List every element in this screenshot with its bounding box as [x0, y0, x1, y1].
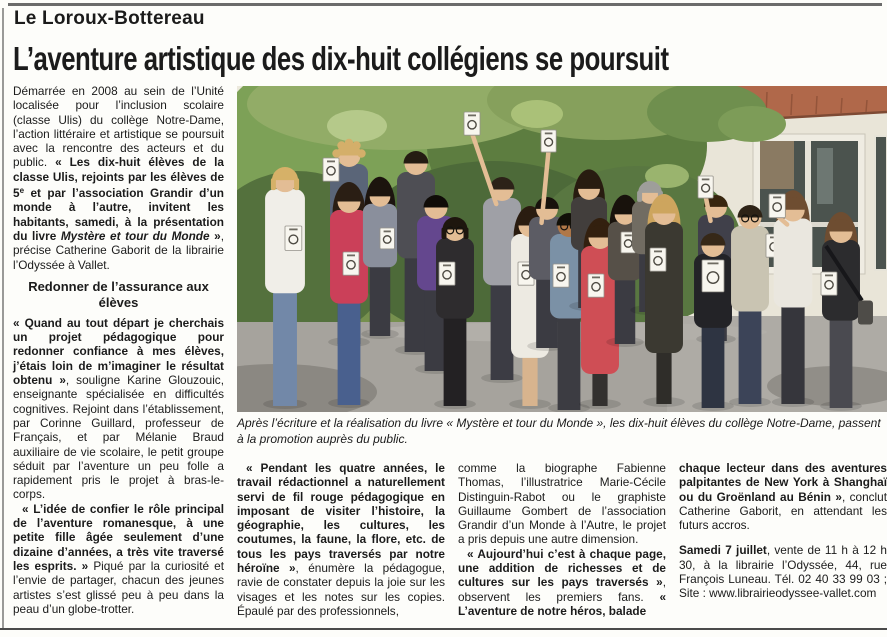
left-column — [13, 84, 224, 616]
paragraph-intro: Démarrée en 2008 au sein de l’Unité localisée pour l’inclusion scolaire (classe Ulis) du collège Notre-Dame, l’action littéraire et artistique se poursuit avec la rencontre des acteurs et du public. « Les dix-huit élèves de la classe Ulis, rejoints par les élèves de 5e et par l’association Grandir d’un monde à l’autre, invitent les habitants, samedi, à la présentation du livre Mystère et tour du Monde », précise Catherine Gaborit de la librairie l’Odyssée à Vallet. — [13, 84, 224, 272]
paragraph-professionals: comme la biographe Fabienne Thomas, l’illustratrice Marie-Cécile Distinguin-Rabot ou le graphiste Guillaume Gombert de l’association Grandir d’un Monde à l’Autre, le projet a pris depuis une autre dimension. — [458, 461, 666, 547]
headline: L’aventure artistique des dix-huit collégiens se poursuit — [13, 40, 669, 77]
paragraph-quote-teacher: « Quand au tout départ je cherchais un projet pédagogique pour redonner confiance à mes élèves, j’étais loin de m’imaginer le résultat obtenu », souligne Karine Glouzouic, enseignante spécialisée en difficultés cognitives. Rejoint dans l’établissement, par Corinne Guillard, professeur de Français, et par Mélanie Braud auxiliaire de vie scolaire, le petit groupe séduit par l’aventure un peu folle a rapidement pris le projet à bras-le-corps. — [13, 315, 224, 502]
photo-caption: Après l’écriture et la réalisation du livre « Mystère et tour du Monde », les dix-huit élèves du collège Notre-Dame, passent à la promotion auprès du public. — [237, 416, 881, 446]
paragraph-conclusion: chaque lecteur dans des aventures palpitantes de New York à Shanghaï ou du Groënland au Bénin », conclut Catherine Gaborit, en attendant les futurs accros. — [679, 461, 887, 533]
bottom-columns — [237, 461, 887, 618]
left-edge-rule — [2, 8, 4, 629]
paragraph-quote-idea: « L’idée de confier le rôle principal de l’aventure romanesque, à une petite fille âgée seulement d’une dizaine d’années, a très vite traversé les esprits. » Piqué par la curiosité et l’envie de partager, chacun des jeunes artistes s’est glissé peu à peu dans la peau d’un globe-trotter. — [13, 501, 224, 616]
group-photo — [237, 86, 887, 412]
bottom-column-3 — [679, 461, 887, 618]
top-rule — [8, 3, 882, 6]
bottom-column-1 — [237, 461, 445, 618]
bottom-column-2 — [458, 461, 666, 618]
paragraph-quote-years: « Pendant les quatre années, le travail rédactionnel a naturellement servi de fil rouge pédagogique en imposant de visiter l’histoire, la géographie, les cultures, les coutumes, la faune, la flore, etc. de tous les pays traversés par notre héroïne », énumère la pédagogue, ravie de constater depuis la joie sur les visages et les notes sur les copies. Épaulé par des professionnels, — [237, 461, 445, 618]
paragraph-quote-pages: « Aujourd’hui c’est à chaque page, une addition de richesses et de cultures sur les pays traversés », observent les premiers fans. « L’aventure de notre héros, balade — [458, 546, 666, 618]
subhead: Redonner de l’assurance aux élèves — [28, 278, 209, 310]
section-kicker: Le Loroux-Bottereau — [14, 8, 205, 29]
group-photo-illustration — [237, 86, 887, 412]
practical-info-block: Samedi 7 juillet, vente de 11 h à 12 h 30, à la librairie l’Odyssée, 44, rue François Luneau. Tél. 02 40 33 99 03 ; Site : www.librairieodyssee-vallet.com — [679, 543, 887, 601]
bottom-rule — [0, 628, 887, 630]
